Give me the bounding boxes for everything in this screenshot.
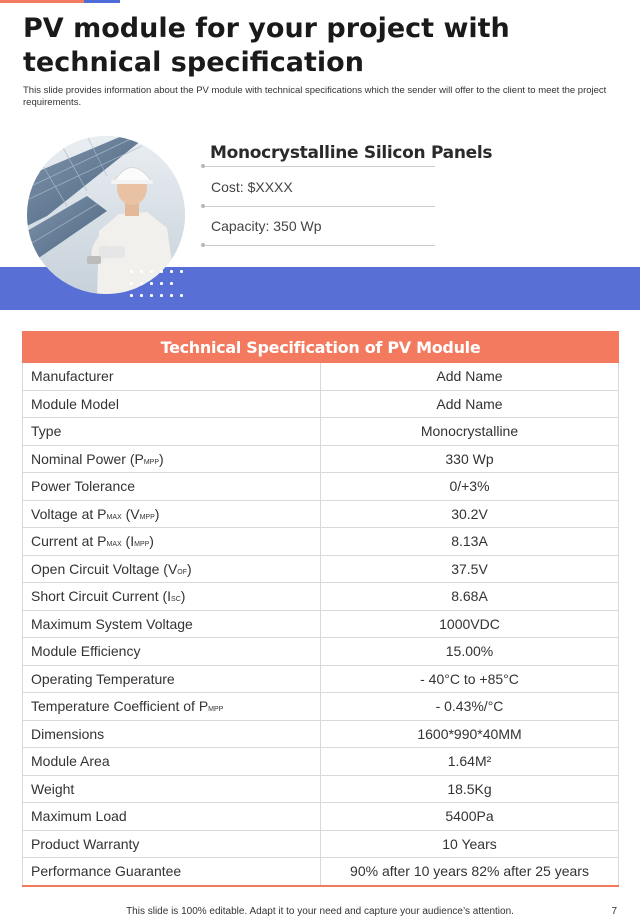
spec-label-cell — [23, 610, 321, 638]
spec-label-cell — [23, 555, 321, 583]
spec-label-text: ) — [159, 450, 164, 467]
spec-label-subscript: MPP — [139, 513, 155, 521]
divider-line — [203, 245, 435, 246]
table-row — [23, 445, 619, 473]
table-row — [23, 858, 619, 886]
product-title: Monocrystalline Silicon Panels — [210, 143, 493, 163]
spec-label-cell — [23, 803, 321, 831]
spec-value-cell: 1.64M² — [321, 748, 619, 776]
spec-label-text: Weight — [31, 780, 75, 797]
divider-line — [203, 166, 435, 167]
spec-label-text: Short Circuit Current (I — [31, 588, 172, 605]
page-title: PV module for your project with technical specification — [23, 13, 510, 78]
spec-value-cell: 1000VDC — [321, 610, 619, 638]
product-capacity: Capacity: 350 Wp — [211, 218, 322, 234]
spec-label-cell — [23, 500, 321, 528]
spec-label-cell — [23, 830, 321, 858]
top-accent-bar — [0, 0, 640, 4]
spec-value-cell: 37.5V — [321, 555, 619, 583]
spec-label-text: ) — [180, 588, 186, 605]
spec-value-cell: 8.13A — [321, 528, 619, 556]
spec-value-cell: 0/+3% — [321, 473, 619, 501]
table-row — [23, 390, 619, 418]
table-row — [23, 720, 619, 748]
spec-label-text: Temperature Coefficient of P — [31, 698, 209, 715]
table-row — [23, 748, 619, 776]
top-accent-orange — [0, 0, 84, 3]
spec-label-text: Operating Temperature — [31, 670, 175, 687]
spec-label-subscript: MPP — [134, 541, 150, 549]
table-row — [23, 500, 619, 528]
spec-label-text: ) — [149, 533, 154, 550]
top-accent-blue — [84, 0, 120, 3]
spec-value-cell: 90% after 10 years 82% after 25 years — [321, 858, 619, 886]
spec-label-text: (I — [121, 533, 135, 550]
spec-label-text: Maximum Load — [31, 808, 127, 825]
spec-label-text: Voltage at P — [31, 505, 107, 522]
spec-label-text: Nominal Power (P — [31, 450, 144, 467]
table-row — [23, 830, 619, 858]
spec-label-cell — [23, 363, 321, 391]
spec-label-cell — [23, 748, 321, 776]
spec-label-subscript: SC — [171, 596, 181, 604]
divider-dot — [201, 164, 205, 168]
table-row — [23, 638, 619, 666]
spec-label-cell — [23, 720, 321, 748]
spec-label-subscript: MAX — [106, 513, 122, 521]
spec-label-cell — [23, 528, 321, 556]
spec-label-text: ) — [154, 505, 160, 522]
spec-value-cell: - 0.43%/°C — [321, 693, 619, 721]
spec-label-text: Module Efficiency — [31, 643, 141, 660]
table-row — [23, 363, 619, 391]
spec-label-text: Type — [31, 423, 62, 440]
divider-dot — [201, 243, 205, 247]
spec-label-subscript: OF — [177, 568, 188, 576]
product-cost: Cost: $XXXX — [211, 179, 293, 195]
spec-label-text: Dimensions — [31, 725, 105, 742]
spec-value-cell: 15.00% — [321, 638, 619, 666]
spec-table-body — [23, 363, 619, 886]
spec-label-text: Product Warranty — [31, 835, 140, 852]
spec-value-cell: - 40°C to +85°C — [321, 665, 619, 693]
spec-value-cell: 330 Wp — [321, 445, 619, 473]
spec-value-cell: 18.5Kg — [321, 775, 619, 803]
divider-line — [203, 206, 435, 207]
spec-value-cell: 10 Years — [321, 830, 619, 858]
page-number: 7 — [611, 906, 617, 917]
spec-value-cell: 5400Pa — [321, 803, 619, 831]
table-row — [23, 803, 619, 831]
spec-value-cell: 30.2V — [321, 500, 619, 528]
spec-label-text: (V — [121, 505, 140, 522]
spec-label-text: Open Circuit Voltage (V — [31, 560, 178, 577]
spec-value-cell: Monocrystalline — [321, 418, 619, 446]
table-row — [23, 583, 619, 611]
spec-label-cell — [23, 473, 321, 501]
table-row — [23, 418, 619, 446]
spec-table-header-row — [23, 332, 619, 363]
divider-dot — [201, 204, 205, 208]
spec-label-subscript: MAX — [106, 541, 122, 549]
table-row — [23, 693, 619, 721]
spec-label-text: Module Area — [31, 753, 110, 770]
spec-label-text: ) — [187, 560, 192, 577]
spec-label-cell — [23, 775, 321, 803]
spec-label-cell — [23, 390, 321, 418]
spec-label-cell — [23, 858, 321, 886]
spec-label-text: Power Tolerance — [31, 478, 136, 495]
spec-value-cell: 1600*990*40MM — [321, 720, 619, 748]
spec-label-cell — [23, 418, 321, 446]
spec-label-cell — [23, 638, 321, 666]
spec-label-cell — [23, 583, 321, 611]
spec-value-cell: Add Name — [321, 390, 619, 418]
table-row — [23, 528, 619, 556]
spec-label-subscript: MPP — [143, 458, 159, 466]
table-row — [23, 473, 619, 501]
table-row — [23, 610, 619, 638]
spec-table-heading: Technical Specification of PV Module — [23, 332, 619, 363]
spec-label-text: Current at P — [31, 533, 107, 550]
spec-label-cell — [23, 665, 321, 693]
page-subtitle: This slide provides information about the PV module with technical specifications which the sender will offer to the client to meet the project requirements. — [23, 85, 607, 108]
footer-note: This slide is 100% editable. Adapt it to your need and capture your audience’s attention. — [126, 906, 514, 917]
table-row — [23, 555, 619, 583]
spec-table — [22, 331, 619, 887]
spec-label-subscript: MPP — [208, 706, 224, 714]
spec-label-text: Module Model — [31, 395, 119, 412]
spec-value-cell: Add Name — [321, 363, 619, 391]
spec-label-text: Maximum System Voltage — [31, 615, 193, 632]
spec-label-cell — [23, 693, 321, 721]
spec-label-text: Performance Guarantee — [31, 863, 182, 880]
spec-label-text: Manufacturer — [31, 368, 114, 385]
spec-label-cell — [23, 445, 321, 473]
table-row — [23, 775, 619, 803]
table-row — [23, 665, 619, 693]
spec-value-cell: 8.68A — [321, 583, 619, 611]
